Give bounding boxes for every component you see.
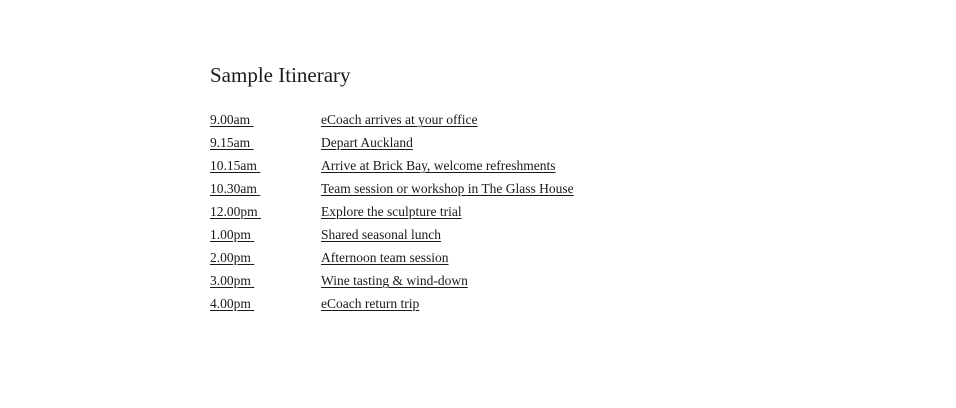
itinerary-activity-text: eCoach arrives at your office	[321, 112, 478, 127]
itinerary-time: 10.15am	[210, 158, 257, 173]
itinerary-activity-text: Depart Auckland	[321, 135, 413, 150]
itinerary-activity	[321, 179, 761, 199]
itinerary-activity-text: Afternoon team session	[321, 250, 449, 265]
itinerary-activity-text: Wine tasting & wind-down	[321, 273, 468, 288]
itinerary-time: 3.00pm	[210, 273, 251, 288]
itinerary-row	[210, 156, 670, 179]
itinerary-time: 1.00pm	[210, 227, 251, 242]
itinerary-row	[210, 133, 670, 156]
itinerary-activity-text: Team session or workshop in The Glass House	[321, 181, 574, 196]
page-title: Sample Itinerary	[210, 63, 351, 87]
itinerary-activity	[321, 271, 761, 291]
itinerary-activity	[321, 225, 761, 245]
itinerary-activity	[321, 248, 761, 268]
itinerary-activity	[321, 156, 761, 176]
itinerary-activity-text: eCoach return trip	[321, 296, 420, 311]
itinerary-time: 9.15am	[210, 135, 251, 150]
itinerary-row	[210, 294, 670, 317]
itinerary-activity-text: Shared seasonal lunch	[321, 227, 441, 242]
itinerary-row	[210, 271, 670, 294]
itinerary-row	[210, 248, 670, 271]
itinerary-list	[210, 110, 670, 317]
itinerary-row	[210, 225, 670, 248]
itinerary-time: 9.00am	[210, 112, 251, 127]
itinerary-time: 4.00pm	[210, 296, 251, 311]
itinerary-time: 12.00pm	[210, 204, 258, 219]
itinerary-activity	[321, 110, 761, 130]
itinerary-activity-text: Arrive at Brick Bay, welcome refreshments	[321, 158, 556, 173]
itinerary-row	[210, 110, 670, 133]
itinerary	[210, 62, 670, 311]
itinerary-activity	[321, 294, 761, 314]
itinerary-activity	[321, 133, 761, 153]
itinerary-time: 2.00pm	[210, 250, 251, 265]
itinerary-activity-text: Explore the sculpture trial	[321, 204, 462, 219]
itinerary-activity	[321, 202, 761, 222]
itinerary-row	[210, 202, 670, 225]
itinerary-time: 10.30am	[210, 181, 257, 196]
itinerary-row	[210, 179, 670, 202]
